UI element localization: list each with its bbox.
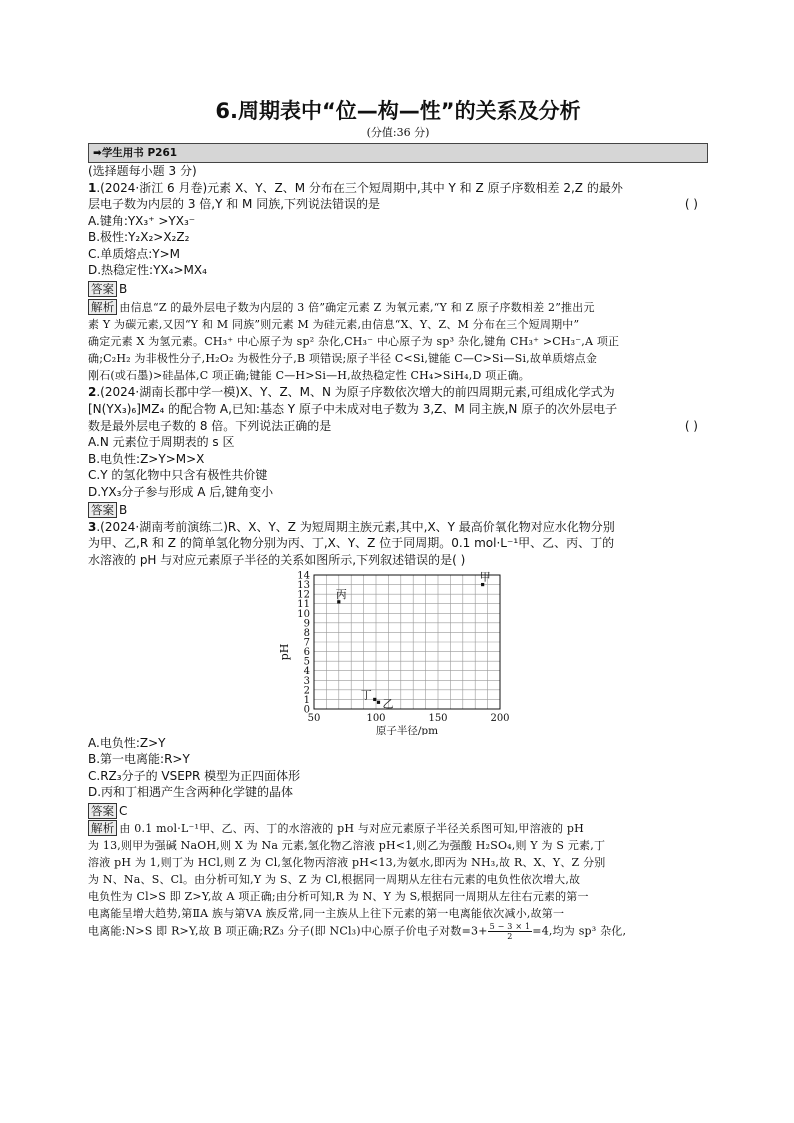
option-d: D.丙和丁相遇产生含两种化学键的晶体 (88, 785, 294, 800)
answer-tag: 答案 (88, 803, 117, 819)
y-tick-label: 9 (303, 617, 310, 629)
question-stem: 水溶液的 pH 与对应元素原子半径的关系如图所示,下列叙述错误的是( ) (88, 552, 466, 567)
data-point (377, 700, 380, 703)
y-tick-label: 10 (297, 608, 310, 620)
data-label: 甲 (479, 570, 491, 584)
option-a: A.N 元素位于周期表的 s 区 (88, 435, 235, 450)
explanation-line: 确定元素 X 为氢元素。CH₃⁺ 中心原子为 sp² 杂化,CH₃⁻ 中心原子为 sp³ 杂化,键角 CH₃⁺ >CH₃⁻,A 项正 (88, 335, 620, 349)
question-1 (88, 180, 708, 385)
question-stem: .(2024·湖南考前演练二)R、X、Y、Z 为短周期主族元素,其中,X、Y 最高价氧化物对应水化物分别 (96, 519, 615, 534)
explanation-line: 由 0.1 mol·L⁻¹甲、乙、丙、丁的水溶液的 pH 与对应元素原子半径关系图可知,甲溶液的 pH (119, 822, 584, 836)
option-a: A.电负性:Z>Y (88, 735, 166, 750)
explanation-line: 确;C₂H₂ 为非极性分子,H₂O₂ 为极性分子,B 项错误;原子半径 C<Si,键能 C—C>Si—Si,故单质熔点金 (88, 352, 598, 366)
explanation (88, 820, 708, 941)
x-tick-label: 150 (428, 712, 448, 724)
y-tick-label: 3 (303, 675, 310, 687)
y-tick-label: 2 (303, 684, 310, 696)
question-3 (88, 519, 708, 941)
y-tick-label: 0 (303, 704, 310, 716)
x-tick-label: 50 (307, 712, 321, 724)
explanation-line: 由信息“Z 的最外层电子数为内层的 3 倍”确定元素 Z 为氧元素,“Y 和 Z 原子序数相差 2”推出元 (119, 301, 595, 315)
option-d: D.热稳定性:YX₄>MX₄ (88, 263, 207, 278)
question-stem: 数是最外层电子数的 8 倍。下列说法正确的是 (88, 418, 332, 433)
y-axis-label: pH (278, 643, 291, 660)
book-reference-bar (88, 143, 708, 163)
option-d: D.YX₃分子参与形成 A 后,键角变小 (88, 484, 274, 499)
explanation-tag: 解析 (88, 820, 117, 836)
x-axis-label: 原子半径/pm (375, 724, 439, 735)
question-stem: .(2024·湖南长郡中学一模)X、Y、Z、M、N 为原子序数依次增大的前四周期元素,可组成化学式为 (96, 385, 615, 400)
score-note: (分值:36 分) (366, 126, 430, 139)
ph-radius-chart (88, 569, 708, 735)
answer-blank: ( ) (684, 197, 698, 212)
question-stem: 层电子数为内层的 3 倍,Y 和 M 同族,下列说法错误的是 (88, 197, 381, 212)
y-tick-label: 5 (303, 656, 310, 668)
question-2 (88, 384, 708, 518)
document-page (88, 96, 708, 941)
y-tick-label: 1 (303, 694, 310, 706)
book-reference: 学生用书 P261 (101, 147, 178, 159)
question-number: 3 (88, 519, 97, 534)
fraction: $\frac{5 - 3 \times 1}{2}$ (489, 922, 531, 942)
explanation-line: 电负性为 Cl>S 即 Z>Y,故 A 项正确;由分析可知,R 为 N、Y 为 S,根据同一周期从左往右元素的第一 (88, 890, 589, 904)
explanation-line: 溶液 pH 为 1,则丁为 HCl,则 Z 为 Cl,氢化物丙溶液 pH<13,为氨水,即丙为 NH₃,故 R、X、Y、Z 分别 (88, 856, 606, 870)
explanation-line: 为 N、Na、S、Cl。由分析可知,Y 为 S、Z 为 Cl,根据同一周期从左往右元素的电负性依次增大,故 (88, 873, 581, 887)
arrow-icon: ➡ (93, 147, 102, 159)
option-c: C.单质熔点:Y>M (88, 246, 180, 261)
data-point (373, 697, 376, 700)
explanation-line: 为 13,则甲为强碱 NaOH,则 X 为 Na 元素,氢化物乙溶液 pH<1,则乙为强酸 H₂SO₄,则 Y 为 S 元素,丁 (88, 839, 606, 853)
answer-value: B (119, 281, 128, 296)
question-stem: 为甲、乙,R 和 Z 的简单氢化物分别为丙、丁,X、Y、Z 位于同周期。0.1 mol·L⁻¹甲、乙、丙、丁的 (88, 536, 615, 551)
option-b: B.极性:Y₂X₂>X₂Z₂ (88, 230, 190, 245)
y-tick-label: 11 (297, 598, 310, 610)
explanation-line: 电离能:N>S 即 R>Y,故 B 项正确;RZ₃ 分子(即 NCl₃)中心原子价电子对数=3+ $\frac{5 - 3 \times 1}{2}$ =4,均为 sp³ 杂化, (88, 922, 627, 942)
option-c: C.Y 的氢化物中只含有极性共价键 (88, 468, 268, 483)
y-tick-label: 4 (303, 665, 310, 677)
question-number: 1 (88, 180, 97, 195)
answer-blank: ( ) (684, 418, 698, 433)
y-tick-label: 12 (297, 589, 310, 601)
answer-tag: 答案 (88, 502, 117, 518)
answer-tag: 答案 (88, 281, 117, 297)
data-label: 丙 (335, 587, 347, 601)
chart-svg (88, 569, 708, 735)
y-tick-label: 6 (303, 646, 310, 658)
page-title: 6.周期表中“位—构—性”的关系及分析 (215, 99, 581, 123)
data-label: 乙 (382, 696, 394, 710)
option-a: A.键角:YX₃⁺ >YX₃⁻ (88, 213, 196, 228)
question-stem: [N(YX₃)₆]MZ₄ 的配合物 A,已知:基态 Y 原子中未成对电子数为 3,Z、M 同主族,N 原子的次外层电子 (88, 401, 618, 416)
explanation (88, 299, 708, 384)
option-b: B.电负性:Z>Y>M>X (88, 451, 205, 466)
explanation-line: 素 Y 为碳元素,又因“Y 和 M 同族”则元素 M 为硅元素,由信息“X、Y、Z、M 分布在三个短周期中” (88, 318, 580, 332)
answer-value: C (119, 803, 128, 818)
x-tick-label: 100 (366, 712, 386, 724)
option-c: C.RZ₃分子的 VSEPR 模型为正四面体形 (88, 768, 301, 783)
data-label: 丁 (360, 687, 372, 701)
question-stem: .(2024·浙江 6 月卷)元素 X、Y、Z、M 分布在三个短周期中,其中 Y 和 Z 原子序数相差 2,Z 的最外 (96, 180, 623, 195)
answer-value: B (119, 503, 128, 518)
y-tick-label: 14 (297, 570, 310, 582)
y-tick-label: 8 (303, 627, 310, 639)
explanation-line: 刚石(或石墨)>硅晶体,C 项正确;键能 C—H>Si—H,故热稳定性 CH₄>SiH₄,D 项正确。 (88, 369, 530, 383)
section-note: (选择题每小题 3 分) (88, 164, 197, 178)
explanation-tag: 解析 (88, 299, 117, 315)
explanation-line: 电离能呈增大趋势,第ⅡA 族与第ⅤA 族反常,同一主族从上往下元素的第一电离能依次减小,故第一 (88, 907, 565, 921)
option-b: B.第一电离能:R>Y (88, 752, 190, 767)
question-number: 2 (88, 385, 97, 400)
x-tick-label: 200 (490, 712, 510, 724)
y-tick-label: 13 (297, 579, 310, 591)
y-tick-label: 7 (303, 637, 310, 649)
